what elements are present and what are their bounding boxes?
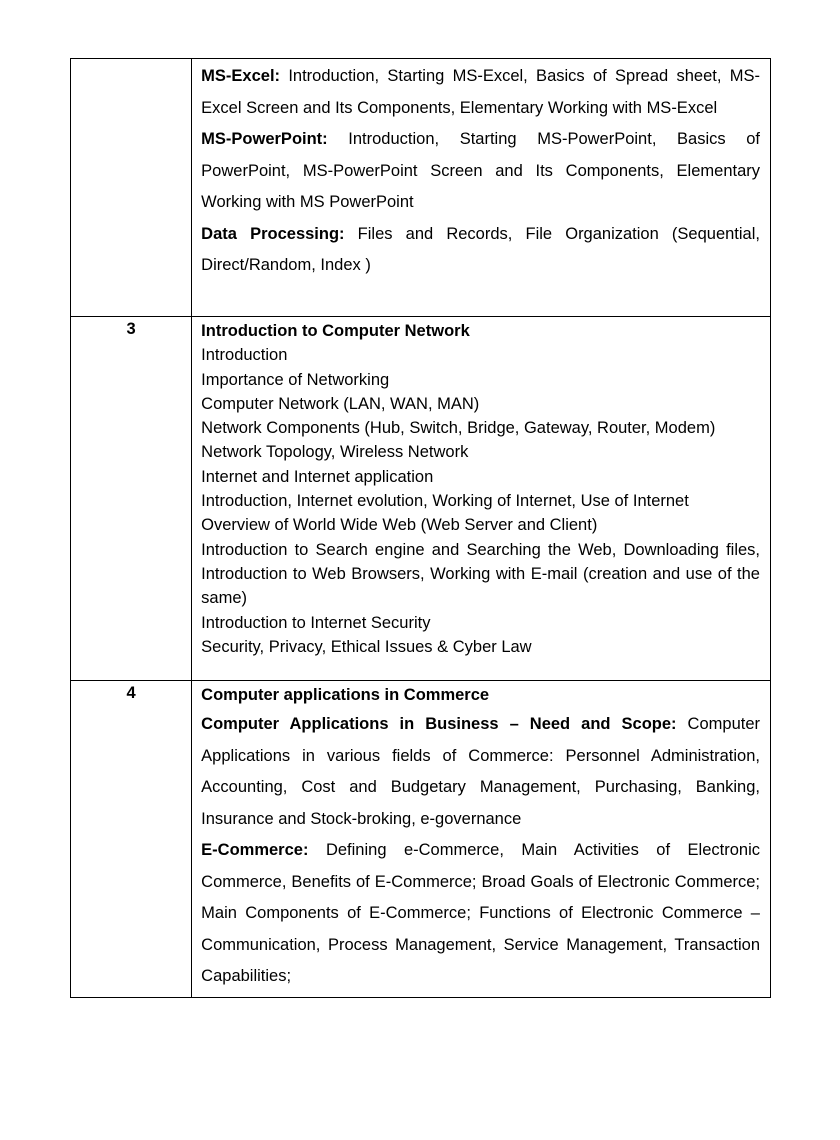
unit-number-cell (71, 59, 192, 317)
topic-line: Overview of World Wide Web (Web Server and Client) (201, 516, 598, 535)
table-row (71, 681, 771, 998)
topic-line: Computer Network (LAN, WAN, MAN) (201, 394, 480, 413)
ecommerce-paragraph (201, 835, 760, 993)
unit-title: Computer applications in Commerce (201, 686, 490, 704)
topic-line: Network Components (Hub, Switch, Bridge, Gateway, Router, Modem) (201, 419, 716, 438)
paragraph-heading: E-Commerce: (201, 841, 309, 860)
unit-content-cell (192, 317, 771, 681)
paragraph-heading: MS-PowerPoint: (201, 130, 328, 148)
table-row (71, 59, 771, 317)
topic-line: Importance of Networking (201, 370, 390, 389)
paragraph-text: Defining e-Commerce, Main Activities of Electronic Commerce, Benefits of E-Commerce; Broad Goals of Electronic Commerce; Main Components of E-Commerce; Functions of Electronic Commerce – Communication, Process Management, Service Management, Transaction Capabilities; (201, 841, 760, 986)
topic-line: Network Topology, Wireless Network (201, 443, 469, 462)
paragraph-text: Introduction, Starting MS-PowerPoint, Basics of PowerPoint, MS-PowerPoint Screen and Its Components, Elementary Working with MS PowerPoint (201, 130, 760, 211)
paragraph-heading: Computer Applications in Business – Need and Scope: (201, 715, 677, 734)
business-applications-paragraph (201, 709, 760, 835)
topic-line: Introduction (201, 346, 288, 365)
paragraph-heading: Data Processing: (201, 224, 345, 243)
unit-title: Introduction to Computer Network (201, 322, 470, 340)
syllabus-table (70, 58, 771, 998)
paragraph-text: Computer Applications in various fields of Commerce: Personnel Administration, Accounting, Cost and Budgetary Management, Purchasing, Banking, Insurance and Stock-broking, e-governance (201, 715, 760, 828)
topic-line: Internet and Internet application (201, 467, 434, 486)
excel-paragraph (201, 61, 760, 124)
unit-content-cell (192, 681, 771, 998)
data-processing-paragraph (201, 219, 760, 282)
paragraph-text: Introduction, Starting MS-Excel, Basics of Spread sheet, MS-Excel Screen and Its Components, Elementary Working with MS-Excel (201, 67, 760, 117)
topic-line: Introduction, Internet evolution, Working of Internet, Use of Internet (201, 492, 689, 511)
unit-number-cell: 4 (71, 681, 192, 998)
table-row (71, 317, 771, 681)
unit-number-cell: 3 (71, 317, 192, 681)
powerpoint-paragraph (201, 124, 760, 219)
unit-content-cell (192, 59, 771, 317)
topic-line: Introduction to Internet Security (201, 613, 431, 632)
paragraph-heading: MS-Excel: (201, 67, 281, 85)
topic-line: Introduction to Search engine and Searching the Web, Downloading files, Introduction to Web Browsers, Working with E-mail (creation and use of the same) (201, 540, 760, 608)
topic-line: Security, Privacy, Ethical Issues & Cyber Law (201, 637, 532, 656)
paragraph-text: Files and Records, File Organization (Sequential, Direct/Random, Index ) (201, 224, 760, 274)
